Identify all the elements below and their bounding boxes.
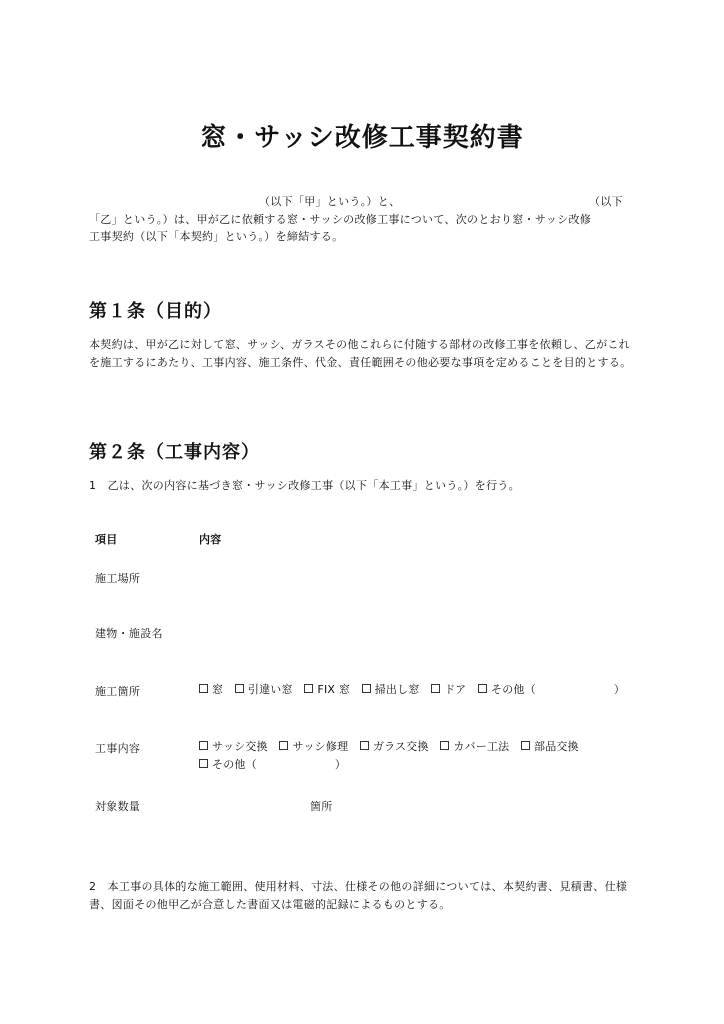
location-options [199,681,639,699]
location-option-other[interactable]: その他（ ） [478,681,625,699]
checkbox-icon[interactable] [304,684,313,693]
work-option[interactable]: サッシ交換 [199,738,268,756]
location-option[interactable]: 引違い窓 [235,681,293,699]
work-option[interactable]: 部品交換 [521,738,579,756]
intro-party-b: （以下 [589,195,623,208]
intro-line-1 [89,193,637,211]
article-2-clause-2: 2 本工事の具体的な施工範囲、使用材料、寸法、仕様その他の詳細については、本契約書、見積書、仕様書、図面その他甲乙が合意した書面又は電磁的記録によるものとする。 [89,880,628,911]
checkbox-icon[interactable] [478,684,487,693]
table-header-item: 項目 [95,533,118,546]
article-1-heading: 第１条（目的） [89,301,222,322]
quantity-unit: 箇所 [310,800,333,813]
work-option[interactable]: サッシ修理 [279,738,348,756]
location-option[interactable]: 窓 [199,681,223,699]
checkbox-icon[interactable] [431,684,440,693]
intro-line-3: 工事契約（以下「本契約」という。）を締結する。 [89,230,344,243]
checkbox-icon[interactable] [199,759,208,768]
work-options [199,738,639,774]
document-title: 窓・サッシ改修工事契約書 [200,123,524,153]
checkbox-icon[interactable] [521,741,530,750]
location-option[interactable]: ドア [431,681,466,699]
work-option[interactable]: カバー工法 [440,738,509,756]
checkbox-icon[interactable] [235,684,244,693]
intro-party-a: （以下「甲」という。）と、 [259,195,401,208]
checkbox-icon[interactable] [279,741,288,750]
table-row-site: 施工場所 [95,572,141,585]
intro-line-2: 「乙」という。）は、甲が乙に依頼する窓・サッシの改修工事について、次のとおり窓・サッシ改修 [89,212,592,226]
table-row-building: 建物・施設名 [95,627,163,640]
checkbox-icon[interactable] [199,741,208,750]
intro-paragraph [89,193,637,246]
work-option[interactable]: ガラス交換 [360,738,429,756]
table-row-quantity: 対象数量 [95,800,141,813]
table-row-location: 施工箇所 [95,685,141,698]
checkbox-icon[interactable] [440,741,449,750]
location-option[interactable]: 掃出し窓 [362,681,420,699]
article-2-heading: 第２条（工事内容） [89,442,260,463]
checkbox-icon[interactable] [362,684,371,693]
checkbox-icon[interactable] [360,741,369,750]
table-header-content: 内容 [199,533,222,546]
article-1-body: 本契約は、甲が乙に対して窓、サッシ、ガラスその他これらに付随する部材の改修工事を依頼し、乙がこれを施工するにあたり、工事内容、施工条件、代金、責任範囲その他必要な事項を定めることを目的とする。 [89,338,632,369]
location-option[interactable]: FIX 窓 [304,681,350,699]
work-option-other[interactable]: その他（ ） [199,756,346,774]
checkbox-icon[interactable] [199,684,208,693]
article-2-clause-1: 1 乙は、次の内容に基づき窓・サッシ改修工事（以下「本工事」という。）を行う。 [89,479,520,492]
table-row-work: 工事内容 [95,742,141,755]
